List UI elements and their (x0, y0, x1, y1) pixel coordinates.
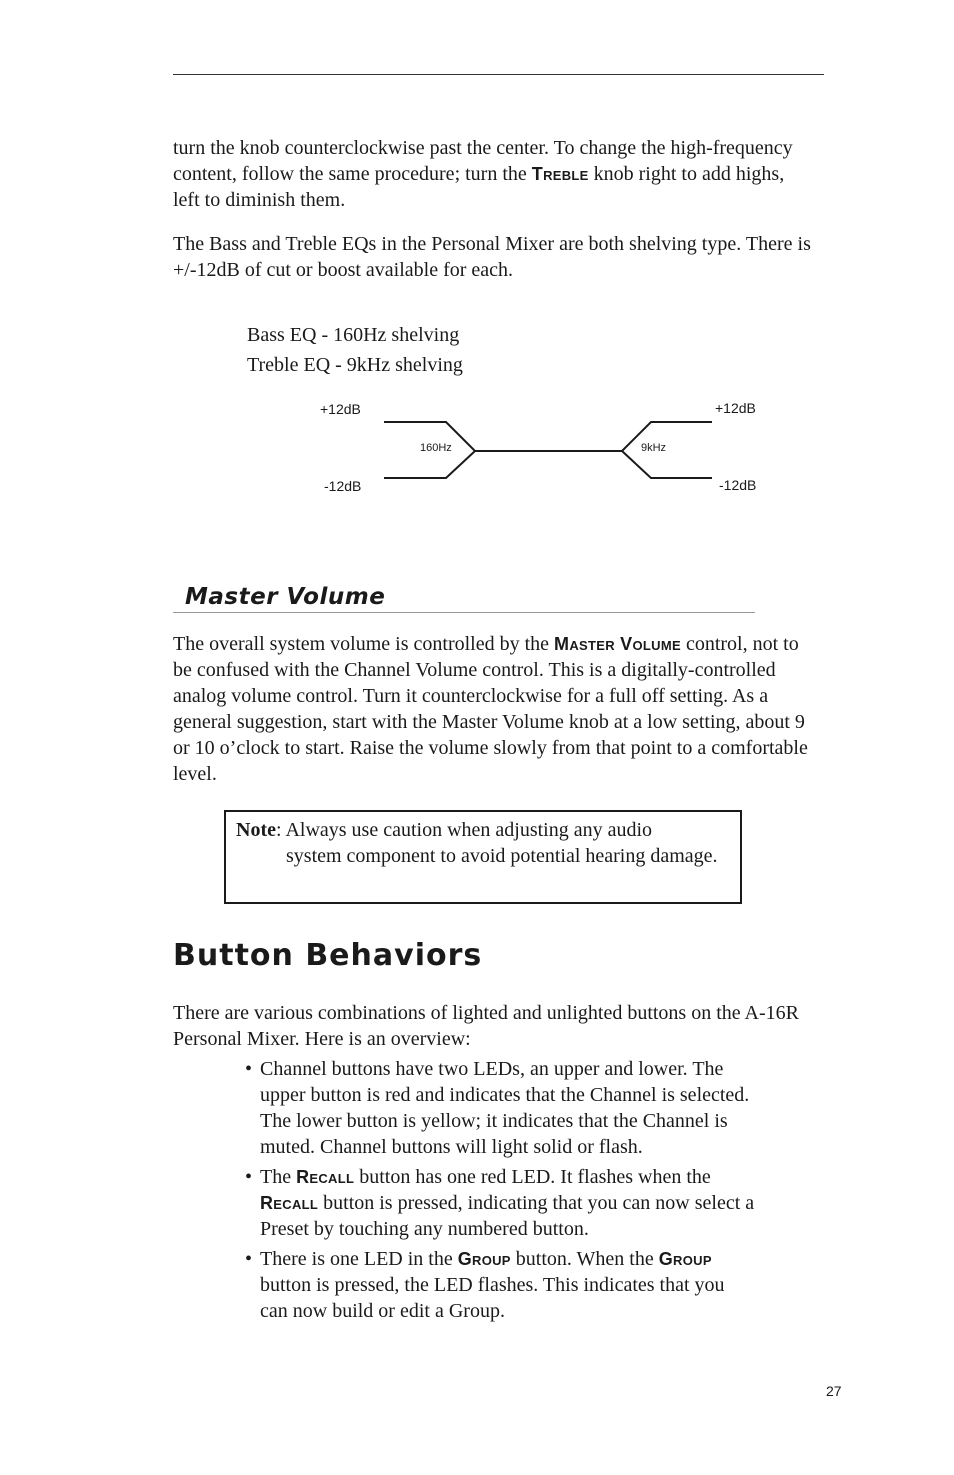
list-item (245, 1056, 755, 1160)
intro-paragraph-2: The Bass and Treble EQs in the Personal Mixer are both shelving type. There is +/-12dB of cut or boost available for each. (173, 233, 811, 281)
right-plus-label: +12dB (715, 400, 756, 416)
bass-eq-line: Bass EQ - 160Hz shelving (247, 324, 460, 346)
header-rule (173, 74, 824, 75)
master-volume-term: Master Volume (554, 634, 681, 654)
note-text (236, 817, 726, 869)
left-minus-label: -12dB (324, 478, 362, 494)
recall-term: Recall (260, 1193, 319, 1213)
master-volume-text-a: The overall system volume is controlled by the (173, 633, 555, 655)
group-term: Group (658, 1249, 712, 1269)
eq-spec-lines (247, 320, 463, 380)
recall-text-c: button is pressed, indicating that you can now select a Preset by touching any numbered button. (260, 1192, 755, 1240)
shelving-eq-diagram (300, 390, 780, 510)
recall-term: Recall (296, 1167, 355, 1187)
group-text-b: button. When the (510, 1248, 659, 1270)
left-plus-label: +12dB (320, 401, 361, 417)
treble-cut-curve (622, 451, 712, 478)
master-volume-rule (173, 612, 755, 613)
button-behaviors-heading: Button Behaviors (173, 938, 483, 973)
master-volume-paragraph (173, 631, 813, 787)
note-line-1: : Always use caution when adjusting any audio (275, 819, 653, 841)
intro-paragraph-1 (173, 135, 813, 213)
group-text-c: button is pressed, the LED flashes. This indicates that you can now build or edit a Group. (260, 1274, 725, 1322)
list-item (245, 1246, 755, 1324)
button-behaviors-list (245, 1056, 755, 1328)
button-behaviors-intro: There are various combinations of lighted and unlighted buttons on the A-16R Personal Mixer. Here is an overview: (173, 1002, 799, 1050)
list-item (245, 1164, 755, 1242)
note-line-2: system component to avoid potential hearing damage. (286, 845, 718, 867)
bullet-marker: • (245, 1248, 253, 1270)
bullet-marker: • (245, 1166, 253, 1188)
intro-text-a: turn the knob counterclockwise past the center. To change the high-frequency content, follow the same procedure; turn the (173, 137, 793, 185)
intro-text-b: knob right to add highs, left to diminish them. (173, 163, 785, 211)
treble-term: Treble (531, 164, 589, 184)
channel-buttons-text: Channel buttons have two LEDs, an upper and lower. The upper button is red and indicates that the Channel is selected. The lower button is yellow; it indicates that the Channel is muted. Channel buttons will light solid or flash. (260, 1058, 750, 1158)
master-volume-text-b: control, not to be confused with the Channel Volume control. This is a digitally-controlled analog volume control. Turn it counterclockwise for a full off setting. As a general suggestion, start with the Master Volume knob at a low setting, about 9 or 10 o’clock to start. Raise the volume slowly from that point to a comfortable level. (173, 633, 808, 785)
treble-eq-line: Treble EQ - 9kHz shelving (247, 354, 463, 376)
page-number: 27 (826, 1383, 842, 1399)
recall-text-b: button has one red LED. It flashes when the (354, 1166, 711, 1188)
master-volume-heading: Master Volume (185, 584, 386, 610)
treble-frequency-label: 9kHz (641, 442, 667, 454)
recall-text-a: The (260, 1166, 297, 1188)
right-minus-label: -12dB (719, 477, 757, 493)
bullet-marker: • (245, 1058, 253, 1080)
group-text-a: There is one LED in the (260, 1248, 458, 1270)
note-label: Note (236, 819, 276, 841)
group-term: Group (457, 1249, 511, 1269)
note-box (224, 810, 742, 904)
bass-frequency-label: 160Hz (420, 442, 452, 454)
bass-cut-curve (384, 451, 475, 478)
